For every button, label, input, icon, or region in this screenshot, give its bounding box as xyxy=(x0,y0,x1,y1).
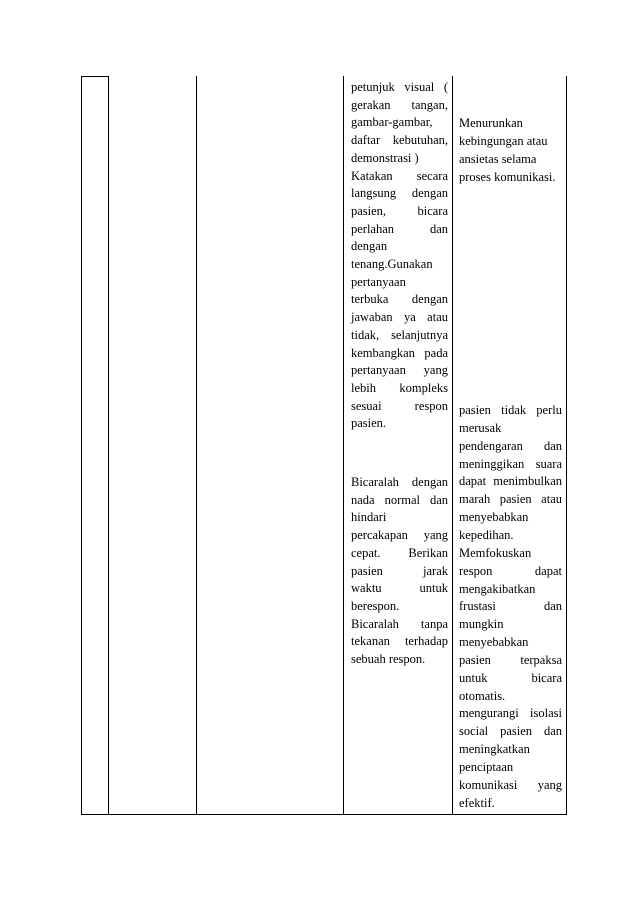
text-line: berespon. xyxy=(351,598,400,613)
text-line: mengurangi isolasi xyxy=(459,706,562,721)
text-line: kembangkan pada xyxy=(351,345,448,360)
text-line: Bicaralah tanpa xyxy=(351,616,448,631)
text-line: Menurunkan xyxy=(459,116,523,130)
text-line: gerakan tangan, xyxy=(351,97,448,112)
text-line: petunjuk visual ( xyxy=(351,80,448,94)
text-line: otomatis. xyxy=(459,688,506,703)
table-row-divider xyxy=(81,76,109,77)
text-line: kepedihan. xyxy=(459,527,514,542)
table-column-divider xyxy=(343,76,344,815)
text-line: proses komunikasi. xyxy=(459,169,556,184)
table-column-divider xyxy=(108,76,109,815)
text-line: cepat. Berikan xyxy=(351,545,448,560)
table-column-divider xyxy=(452,76,453,815)
text-line: penciptaan xyxy=(459,760,514,774)
text-line: Memfokuskan xyxy=(459,545,532,560)
text-line: untuk bicara xyxy=(459,670,562,685)
text-line: komunikasi yang xyxy=(459,777,562,792)
table-border-bottom xyxy=(81,814,567,815)
text-line: social pasien dan xyxy=(459,724,562,739)
text-line: pasien. xyxy=(351,416,387,431)
text-line: respon dapat xyxy=(459,563,562,578)
text-line: Bicaralah dengan xyxy=(351,475,448,489)
text-line: tekanan terhadap xyxy=(351,634,448,649)
text-line: langsung dengan xyxy=(351,186,448,201)
table-column-divider xyxy=(196,76,197,815)
text-line: sebuah respon. xyxy=(351,652,426,666)
text-line: pertanyaan yang xyxy=(351,363,448,378)
text-line: meningkatkan xyxy=(459,742,530,757)
text-line: pendengaran dan xyxy=(459,438,562,453)
text-line: mungkin xyxy=(459,617,504,632)
text-line: waktu untuk xyxy=(351,581,448,596)
text-line: lebih kompleks xyxy=(351,380,448,395)
table-border-right xyxy=(566,76,567,815)
text-line: menyebabkan xyxy=(459,635,529,650)
text-line: meninggikan suara xyxy=(459,456,562,471)
text-line: tenang.Gunakan xyxy=(351,257,433,271)
text-line: jawaban ya atau xyxy=(351,310,448,325)
text-line: terbuka dengan xyxy=(351,292,448,307)
text-line: marah pasien atau xyxy=(459,492,562,507)
text-line: sesuai respon xyxy=(351,398,448,413)
text-line: hindari xyxy=(351,510,387,525)
text-line: demonstrasi ) xyxy=(351,150,419,165)
text-line: merusak xyxy=(459,420,502,435)
text-line: dengan xyxy=(351,239,388,254)
text-line: nada normal dan xyxy=(351,492,448,507)
text-line: pasien, bicara xyxy=(351,203,448,218)
text-line: daftar kebutuhan, xyxy=(351,133,448,148)
text-line: kebingungan atau xyxy=(459,133,548,148)
text-line: pertanyaan xyxy=(351,274,406,289)
text-line: gambar-gambar, xyxy=(351,115,433,130)
text-line: efektif. xyxy=(459,795,495,810)
text-line: pasien tidak perlu xyxy=(459,403,562,417)
text-line: percakapan yang xyxy=(351,528,448,543)
text-line: tidak, selanjutnya xyxy=(351,327,448,342)
text-line: perlahan dan xyxy=(351,221,448,236)
table-border-left xyxy=(81,76,82,815)
text-line: dapat menimbulkan xyxy=(459,474,562,489)
text-line: menyebabkan xyxy=(459,510,529,525)
text-line: mengakibatkan xyxy=(459,581,536,596)
text-line: Katakan secara xyxy=(351,168,448,183)
text-line: frustasi dan xyxy=(459,599,562,614)
text-line: pasien terpaksa xyxy=(459,652,562,667)
text-line: pasien jarak xyxy=(351,563,448,578)
text-line: ansietas selama xyxy=(459,151,537,166)
